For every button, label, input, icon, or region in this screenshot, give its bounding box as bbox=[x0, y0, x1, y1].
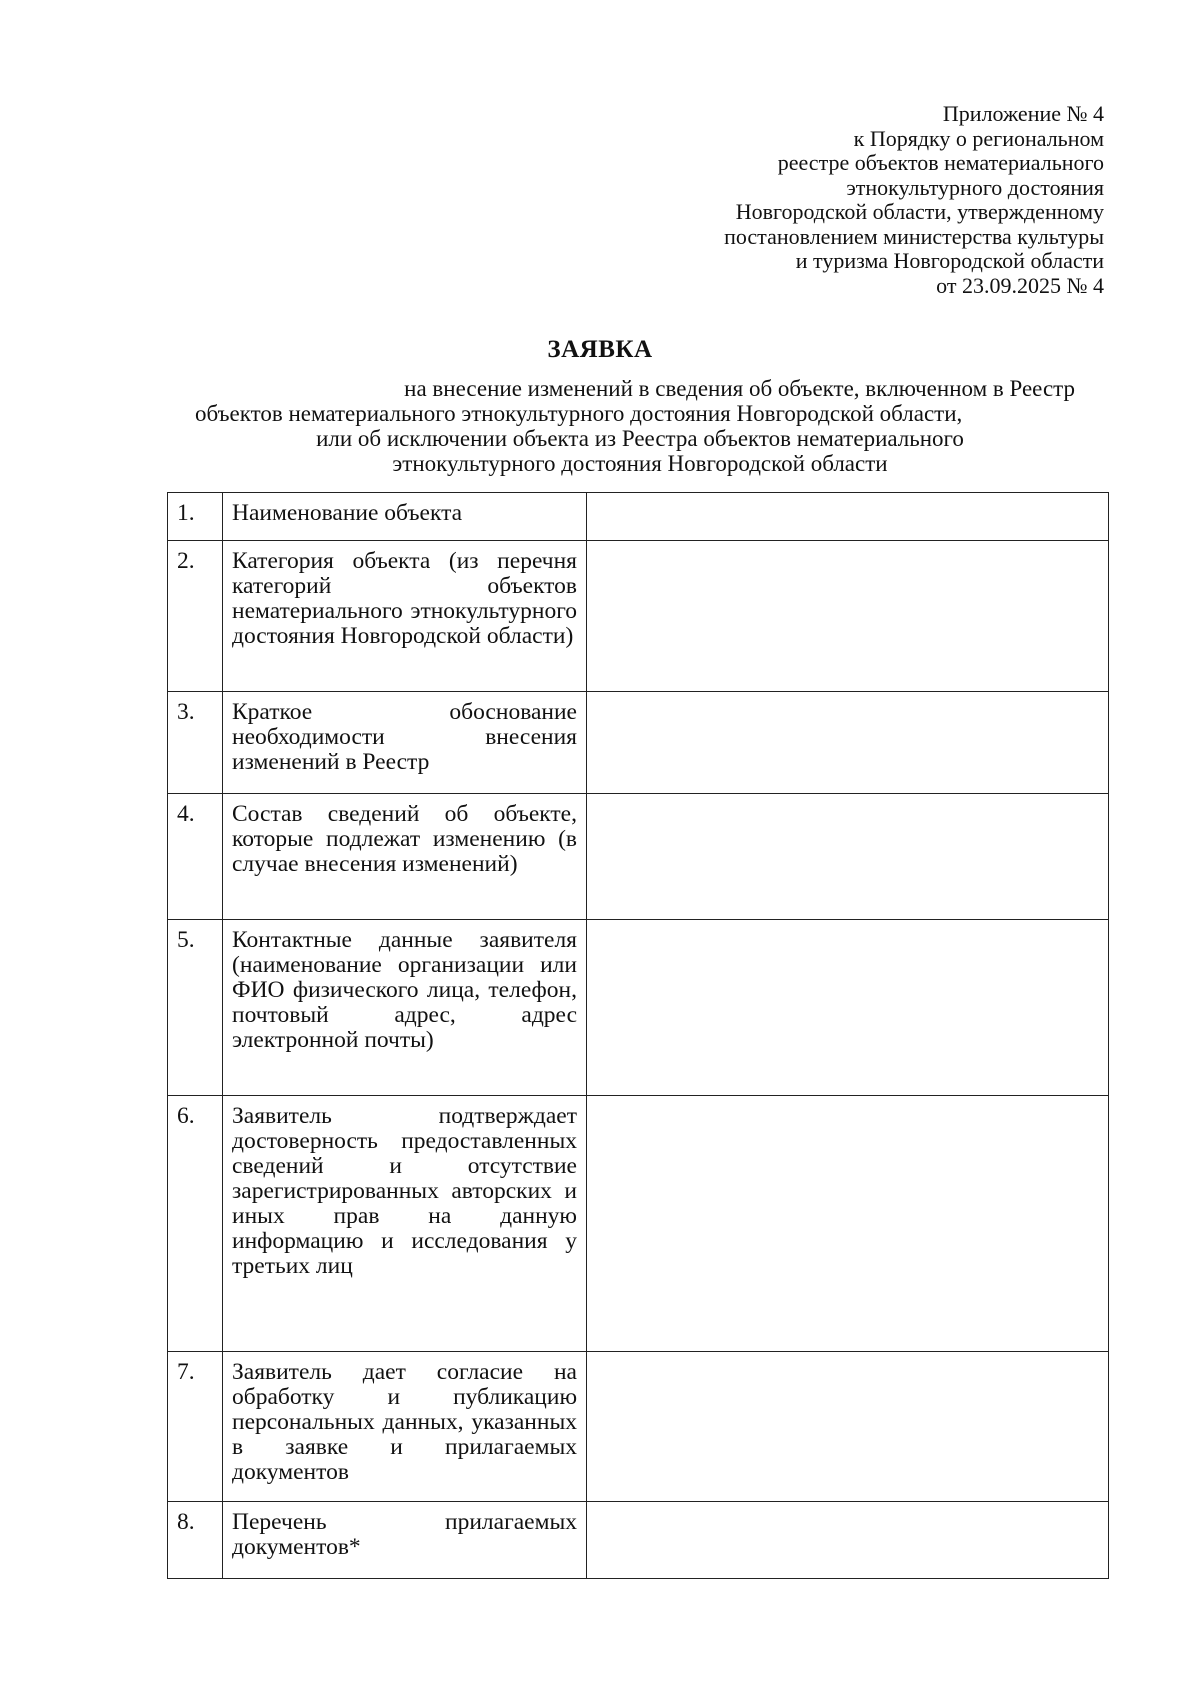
appendix-header bbox=[584, 102, 1104, 298]
appendix-line: и туризма Новгородской области bbox=[795, 248, 1104, 273]
appendix-line: этнокультурного достояния bbox=[846, 174, 1104, 200]
row-value-field[interactable] bbox=[587, 1502, 1109, 1579]
table-row bbox=[168, 1352, 1109, 1502]
appendix-line: Приложение № 4 bbox=[942, 101, 1104, 126]
appendix-line: постановлением министерства культуры bbox=[724, 223, 1104, 249]
row-value-field[interactable] bbox=[587, 692, 1109, 794]
application-form-table bbox=[167, 492, 1109, 1579]
row-number: 7. bbox=[168, 1352, 223, 1502]
row-value-field[interactable] bbox=[587, 541, 1109, 692]
document-subtitle bbox=[160, 376, 1120, 476]
table-row bbox=[168, 794, 1109, 920]
row-label: Категория объекта (из перечня категорий объектов нематериального этнокультурного достояния Новгородской области) bbox=[223, 541, 587, 692]
subtitle-line: или об исключении объекта из Реестра объектов нематериального bbox=[316, 426, 964, 451]
appendix-line: к Порядку о региональном bbox=[853, 125, 1104, 151]
table-row bbox=[168, 1096, 1109, 1352]
row-value-field[interactable] bbox=[587, 493, 1109, 541]
row-number: 5. bbox=[168, 920, 223, 1096]
row-label: Заявитель дает согласие на обработку и публикацию персональных данных, указанных в заявке и прилагаемых документов bbox=[223, 1352, 587, 1502]
row-label: Контактные данные заявителя (наименование организации или ФИО физического лица, телефон, почтовый адрес, адрес электронной почты) bbox=[223, 920, 587, 1096]
subtitle-line: объектов нематериального этнокультурного достояния Новгородской области, bbox=[195, 401, 963, 426]
table-row bbox=[168, 493, 1109, 541]
document-title: ЗАЯВКА bbox=[547, 336, 653, 363]
row-number: 2. bbox=[168, 541, 223, 692]
row-number: 8. bbox=[168, 1502, 223, 1579]
row-value-field[interactable] bbox=[587, 920, 1109, 1096]
row-value-field[interactable] bbox=[587, 794, 1109, 920]
appendix-line: реестре объектов нематериального bbox=[777, 150, 1104, 175]
table-row bbox=[168, 1502, 1109, 1579]
row-value-field[interactable] bbox=[587, 1352, 1109, 1502]
row-label: Состав сведений об объекте, которые подлежат изменению (в случае внесения изменений) bbox=[223, 794, 587, 920]
appendix-line: Новгородской области, утвержденному bbox=[735, 199, 1104, 224]
table-row bbox=[168, 920, 1109, 1096]
row-label: Заявитель подтверждает достоверность предоставленных сведений и отсутствие зарегистрированных авторских и иных прав на данную информацию и исследования у третьих лиц bbox=[223, 1096, 587, 1352]
row-number: 1. bbox=[168, 493, 223, 541]
row-number: 6. bbox=[168, 1096, 223, 1352]
row-label: Наименование объекта bbox=[223, 493, 587, 541]
appendix-line: от 23.09.2025 № 4 bbox=[936, 272, 1104, 298]
row-label: Краткое обоснование необходимости внесения изменений в Реестр bbox=[223, 692, 587, 794]
row-label: Перечень прилагаемых документов* bbox=[223, 1502, 587, 1579]
table-row bbox=[168, 541, 1109, 692]
row-value-field[interactable] bbox=[587, 1096, 1109, 1352]
subtitle-line: этнокультурного достояния Новгородской области bbox=[392, 451, 888, 476]
row-number: 4. bbox=[168, 794, 223, 920]
subtitle-line: на внесение изменений в сведения об объекте, включенном в Реестр bbox=[404, 376, 1075, 401]
table-row bbox=[168, 692, 1109, 794]
row-number: 3. bbox=[168, 692, 223, 794]
